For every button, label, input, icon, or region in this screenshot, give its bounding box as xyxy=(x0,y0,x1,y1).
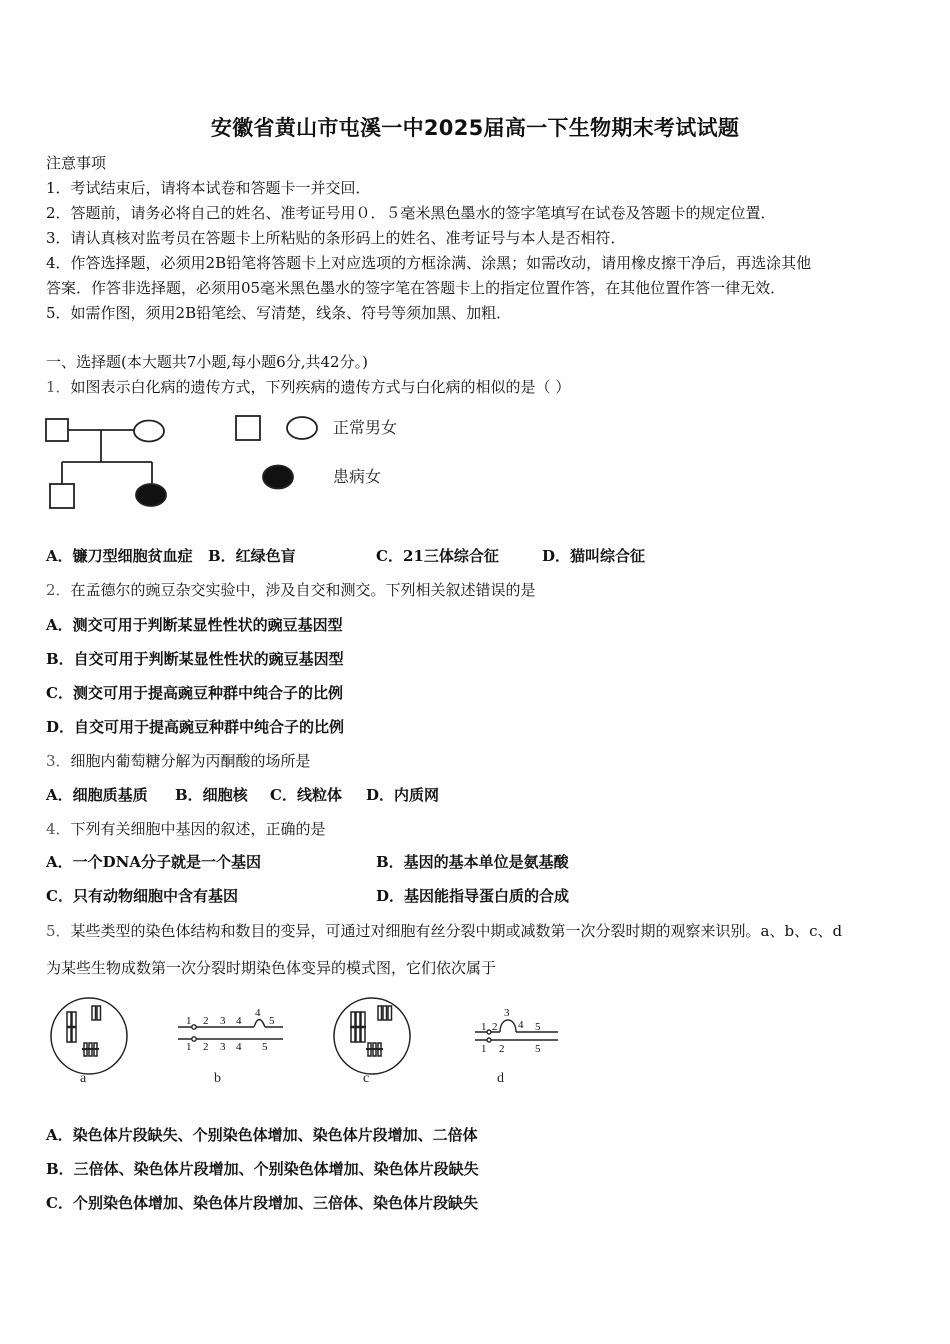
legend-normal-label: 正常男女 xyxy=(333,418,398,437)
b-bottom-3: 3 xyxy=(220,1041,226,1053)
question-text: 细胞内葡萄糖分解为丙酮酸的场所是 xyxy=(70,752,311,770)
option-a: A．细胞质基质 xyxy=(46,786,148,804)
notice-item: 4．作答选择题，必须用2B铅笔将答题卡上对应选项的方框涂满、涂黑；如需改动，请用橡皮擦干净后，再选涂其他 xyxy=(46,254,812,272)
notice-item: 3．请认真核对监考员在答题卡上所粘贴的条形码上的姓名、准考证号与本人是否相符． xyxy=(46,229,626,247)
question-number: 4． xyxy=(46,820,71,838)
option-b: B．三倍体、染色体片段增加、个别染色体增加、染色体片段缺失 xyxy=(46,1160,479,1178)
option-d: D．内质网 xyxy=(366,786,440,804)
d-bottom-2: 2 xyxy=(499,1043,505,1055)
legend-affected-label: 患病女 xyxy=(333,467,382,486)
notice-item: 2．答题前，请务必将自己的姓名、准考证号用０．５毫米黑色墨水的签字笔填写在试卷及答题卡的规定位置． xyxy=(46,204,776,222)
question-number: 1． xyxy=(46,378,71,396)
option-b: B．基因的基本单位是氨基酸 xyxy=(376,853,569,871)
b-bottom-2: 2 xyxy=(203,1041,209,1053)
d-top-2: 2 xyxy=(492,1021,498,1033)
d-bottom-1: 1 xyxy=(481,1043,487,1055)
b-top-4: 4 xyxy=(236,1015,242,1027)
b-top-4-dup: 4 xyxy=(255,1007,261,1019)
b-bottom-1: 1 xyxy=(186,1041,192,1053)
d-top-5: 5 xyxy=(535,1021,541,1033)
option-c: C．线粒体 xyxy=(270,786,342,804)
b-top-5: 5 xyxy=(269,1015,275,1027)
d-top-1: 1 xyxy=(481,1021,487,1033)
question-number: 3． xyxy=(46,752,71,770)
b-top-3: 3 xyxy=(220,1015,226,1027)
option-c: C．个别染色体增加、染色体片段增加、三倍体、染色体片段缺失 xyxy=(46,1194,478,1212)
question-text: 下列有关细胞中基因的叙述，正确的是 xyxy=(70,820,326,838)
notice-item: 5．如需作图，须用2B铅笔绘、写清楚，线条、符号等须加黑、加粗． xyxy=(46,304,512,322)
b-bottom-5: 5 xyxy=(262,1041,268,1053)
question-text: 某些类型的染色体结构和数目的变异，可通过对细胞有丝分裂中期或减数第一次分裂时期的观察来识别。a、b、c、d xyxy=(70,922,843,940)
d-top-4: 4 xyxy=(518,1019,524,1031)
d-bottom-5: 5 xyxy=(535,1043,541,1055)
question-text: 如图表示白化病的遗传方式，下列疾病的遗传方式与白化病的相似的是（ ） xyxy=(70,378,571,396)
option-d: D．猫叫综合征 xyxy=(542,547,646,565)
option-a: A．测交可用于判断某显性性状的豌豆基因型 xyxy=(46,616,343,634)
option-b: B．细胞核 xyxy=(175,786,248,804)
notice-item: 1．考试结束后，请将本试卷和答题卡一并交回． xyxy=(46,179,371,197)
option-c: C．21三体综合征 xyxy=(376,547,499,565)
section-heading: 一、选择题(本大题共7小题,每小题6分,共42分。) xyxy=(46,353,368,371)
figure-d xyxy=(475,1020,558,1042)
figure-c xyxy=(334,998,410,1074)
option-c: C．只有动物细胞中含有基因 xyxy=(46,887,238,905)
figure-b-label: b xyxy=(214,1071,221,1086)
notice-item: 答案．作答非选择题，必须用05毫米黑色墨水的签字笔在答题卡上的指定位置作答，在其他位置作答一律无效． xyxy=(46,279,786,297)
figure-a xyxy=(51,998,127,1074)
option-d: D．基因能指导蛋白质的合成 xyxy=(376,887,570,905)
b-top-2: 2 xyxy=(203,1015,209,1027)
notice-heading: 注意事项 xyxy=(46,154,107,172)
figure-c-label: c xyxy=(363,1071,370,1086)
option-c: C．测交可用于提高豌豆种群中纯合子的比例 xyxy=(46,684,343,702)
option-b: B．红绿色盲 xyxy=(208,547,296,565)
option-a: A．染色体片段缺失、个别染色体增加、染色体片段增加、二倍体 xyxy=(46,1126,478,1144)
question-number: 2． xyxy=(46,581,71,599)
option-a: A．一个DNA分子就是一个基因 xyxy=(46,853,261,871)
d-top-3: 3 xyxy=(504,1007,510,1019)
option-a: A．镰刀型细胞贫血症 xyxy=(46,547,193,565)
figure-d-label: d xyxy=(497,1071,504,1086)
b-top-1: 1 xyxy=(186,1015,192,1027)
question-text: 在孟德尔的豌豆杂交实验中，涉及自交和测交。下列相关叙述错误的是 xyxy=(70,581,536,599)
page-title: 安徽省黄山市屯溪一中2025届高一下生物期末考试试题 xyxy=(210,116,740,140)
question-number: 5． xyxy=(46,922,71,940)
figure-b xyxy=(178,1020,283,1042)
question-text-cont: 为某些生物成数第一次分裂时期染色体变异的模式图，它们依次属于 xyxy=(46,959,497,977)
figure-a-label: a xyxy=(80,1071,87,1086)
b-bottom-4: 4 xyxy=(236,1041,242,1053)
option-b: B．自交可用于判断某显性性状的豌豆基因型 xyxy=(46,650,344,668)
option-d: D．自交可用于提高豌豆种群中纯合子的比例 xyxy=(46,718,345,736)
